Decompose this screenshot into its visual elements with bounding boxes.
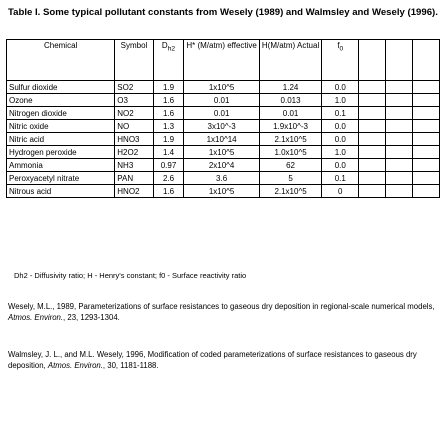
symbol-cell: HNO3 (115, 133, 153, 146)
symbol-cell: HNO2 (115, 185, 153, 198)
chemical-cell: Nitrogen dioxide (7, 107, 115, 120)
chemical-cell: Nitric oxide (7, 120, 115, 133)
h-effective-cell: 1x10^5 (184, 81, 260, 94)
h-actual-cell: 2.1x10^5 (259, 133, 321, 146)
diffusivity-cell: 2.6 (153, 172, 184, 185)
header-row (7, 40, 440, 81)
journal-name: Atmos. Environ. (8, 312, 64, 322)
empty-cell (413, 120, 440, 133)
empty-cell (386, 159, 413, 172)
reference-walmsley-1996: Walmsley, J. L., and M.L. Wesely, 1996, Modification of coded parameterizations of surface resistances to gaseous dry deposition, Atmos. Environ., 30, 1181-1188. (8, 350, 417, 370)
table-row (7, 133, 440, 146)
symbol-cell: SO2 (115, 81, 153, 94)
f0-cell: 0.0 (322, 133, 359, 146)
empty-cell (413, 94, 440, 107)
h-effective-cell: 3.6 (184, 172, 260, 185)
empty-cell (359, 146, 386, 159)
empty-cell (413, 185, 440, 198)
journal-name: Atmos. Environ. (47, 360, 103, 370)
symbol-cell: NO2 (115, 107, 153, 120)
table-row (7, 94, 440, 107)
symbol-cell: NO (115, 120, 153, 133)
f0-subscript: 0 (339, 45, 344, 53)
empty-cell (359, 94, 386, 107)
f0-cell: 1.0 (322, 94, 359, 107)
empty-cell (359, 172, 386, 185)
pollutant-constants-table (6, 39, 440, 198)
f0-cell: 0.0 (322, 120, 359, 133)
header-h-actual: H(M/atm) Actual (259, 40, 321, 81)
diffusivity-cell: 1.4 (153, 146, 184, 159)
diffusivity-cell: 1.9 (153, 81, 184, 94)
chemical-cell: Sulfur dioxide (7, 81, 115, 94)
header-symbol: Symbol (115, 40, 153, 81)
h-actual-cell: 0.013 (259, 94, 321, 107)
h-effective-cell: 1x10^5 (184, 185, 260, 198)
chemical-cell: Ammonia (7, 159, 115, 172)
empty-cell (386, 133, 413, 146)
diffusivity-cell: 1.6 (153, 94, 184, 107)
table-title: Table I. Some typical pollutant constants from Wesely (1989) and Walmsley and Wesely (1996). (8, 7, 438, 18)
empty-cell (359, 120, 386, 133)
f0-cell: 0 (322, 185, 359, 198)
table-row (7, 81, 440, 94)
h-actual-cell: 1.24 (259, 81, 321, 94)
empty-cell (413, 172, 440, 185)
empty-cell (413, 107, 440, 120)
diffusivity-subscript: h2 (167, 45, 176, 53)
f0-cell: 0.0 (322, 81, 359, 94)
diffusivity-cell: 1.9 (153, 133, 184, 146)
empty-cell (386, 185, 413, 198)
chemical-cell: Hydrogen peroxide (7, 146, 115, 159)
diffusivity-cell: 1.6 (153, 107, 184, 120)
table-row (7, 185, 440, 198)
header-diffusivity: $D_{h2}$ (153, 40, 184, 81)
empty-cell (386, 81, 413, 94)
reference-wesely-1989: Wesely, M.L., 1989, Parameterizations of surface resistances to gaseous dry deposition in regional-scale numerical models, Atmos. Environ., 23, 1293-1304. (8, 302, 435, 322)
chemical-cell: Nitrous acid (7, 185, 115, 198)
table-row (7, 146, 440, 159)
h-actual-cell: 62 (259, 159, 321, 172)
f0-cell: 0.1 (322, 172, 359, 185)
header-h-effective: H* (M/atm) effective (184, 40, 260, 81)
h-effective-cell: 1x10^14 (184, 133, 260, 146)
table-row (7, 120, 440, 133)
h-effective-cell: 0.01 (184, 94, 260, 107)
table-row (7, 159, 440, 172)
header-empty-3 (413, 40, 440, 81)
h-effective-cell: 2x10^4 (184, 159, 260, 172)
empty-cell (413, 133, 440, 146)
empty-cell (359, 159, 386, 172)
chemical-cell: Nitric acid (7, 133, 115, 146)
h-actual-cell: 5 (259, 172, 321, 185)
symbol-cell: PAN (115, 172, 153, 185)
empty-cell (359, 107, 386, 120)
h-effective-cell: 1x10^5 (184, 146, 260, 159)
chemical-cell: Ozone (7, 94, 115, 107)
header-empty-1 (359, 40, 386, 81)
table-footnote: Dh2 - Diffusivity ratio; H - Henry's constant; f0 - Surface reactivity ratio (14, 271, 247, 280)
diffusivity-cell: 0.97 (153, 159, 184, 172)
empty-cell (386, 146, 413, 159)
f0-cell: 0.1 (322, 107, 359, 120)
symbol-cell: NH3 (115, 159, 153, 172)
empty-cell (386, 172, 413, 185)
empty-cell (413, 81, 440, 94)
empty-cell (386, 94, 413, 107)
header-f0: $f_0$ (322, 40, 359, 81)
header-empty-2 (386, 40, 413, 81)
empty-cell (386, 107, 413, 120)
symbol-cell: O3 (115, 94, 153, 107)
table-row (7, 172, 440, 185)
h-actual-cell: 1.9x10^-3 (259, 120, 321, 133)
h-effective-cell: 0.01 (184, 107, 260, 120)
chemical-cell: Peroxyacetyl nitrate (7, 172, 115, 185)
f0-cell: 1.0 (322, 146, 359, 159)
f0-cell: 0.0 (322, 159, 359, 172)
h-actual-cell: 1.0x10^5 (259, 146, 321, 159)
h-effective-cell: 3x10^-3 (184, 120, 260, 133)
empty-cell (413, 146, 440, 159)
empty-cell (359, 81, 386, 94)
empty-cell (413, 159, 440, 172)
diffusivity-cell: 1.3 (153, 120, 184, 133)
empty-cell (359, 185, 386, 198)
empty-cell (359, 133, 386, 146)
table-row (7, 107, 440, 120)
empty-cell (386, 120, 413, 133)
diffusivity-cell: 1.6 (153, 185, 184, 198)
h-actual-cell: 0.01 (259, 107, 321, 120)
symbol-cell: H2O2 (115, 146, 153, 159)
header-chemical: Chemical (7, 40, 115, 81)
h-actual-cell: 2.1x10^5 (259, 185, 321, 198)
